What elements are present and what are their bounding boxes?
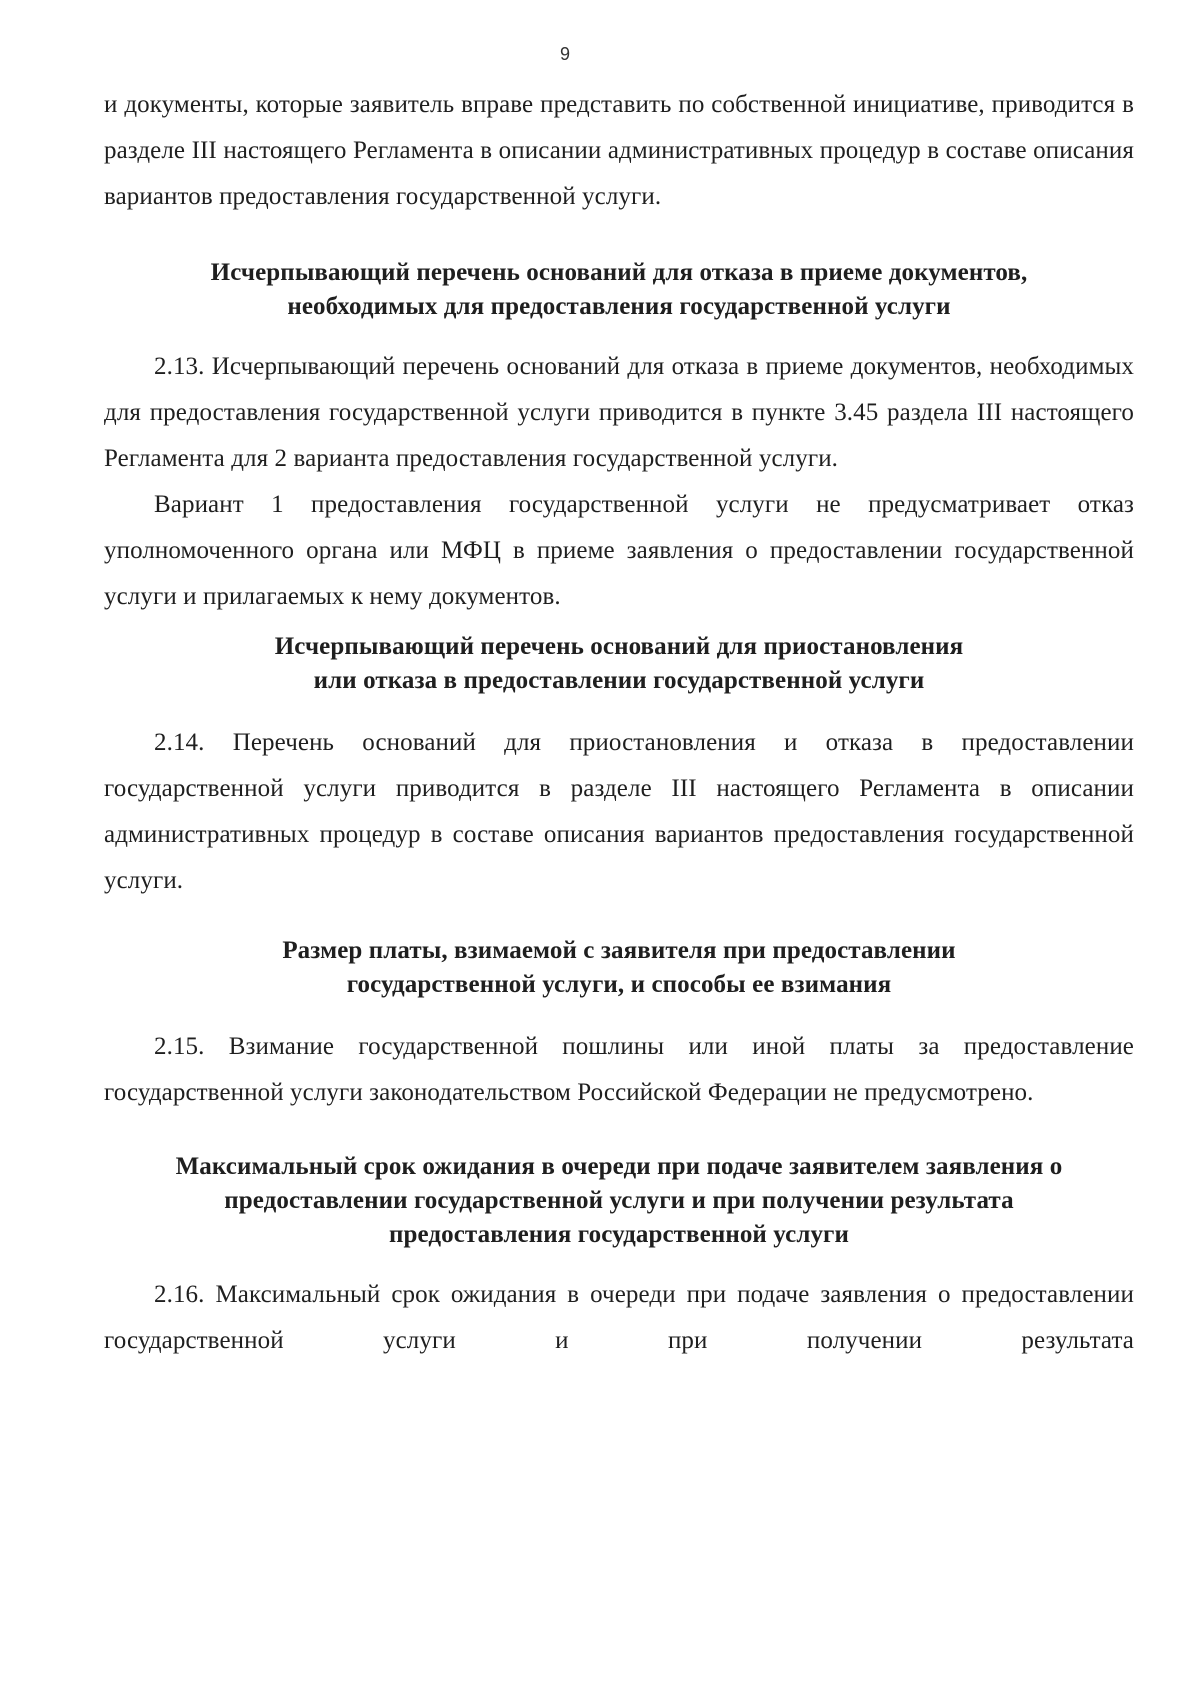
- intro-paragraph: и документы, которые заявитель вправе представить по собственной инициативе, приводится в разделе III настоящего Регламента в описании административных процедур в составе описания вариантов предоставления государственной услуги.: [104, 91, 1134, 210]
- heading-line: предоставления государственной услуги: [389, 1221, 849, 1248]
- paragraph-2-16: 2.16. Максимальный срок ожидания в очереди при подаче заявления о предоставлении государственной услуги и при получении результата: [104, 1281, 1134, 1354]
- heading-queue-time: [104, 1150, 1134, 1252]
- heading-refusal-documents: [104, 256, 1134, 324]
- page-number: 9: [559, 44, 570, 64]
- paragraph-2-13: 2.13. Исчерпывающий перечень оснований для отказа в приеме документов, необходимых для предоставления государственной услуги приводится в пункте 3.45 раздела III настоящего Регламента для 2 варианта предоставления государственной услуги.: [104, 353, 1134, 472]
- paragraph-2-15: 2.15. Взимание государственной пошлины или иной платы за предоставление государственной услуги законодательством Российской Федерации не предусмотрено.: [104, 1033, 1134, 1106]
- heading-line: или отказа в предоставлении государственной услуги: [313, 667, 925, 694]
- heading-line: государственной услуги, и способы ее взимания: [346, 971, 892, 998]
- heading-fee: [104, 934, 1134, 1002]
- heading-line: необходимых для предоставления государственной услуги: [287, 293, 951, 320]
- heading-suspension-refusal: [104, 630, 1134, 698]
- document-body: [104, 82, 1134, 1364]
- heading-line: предоставлении государственной услуги и при получении результата: [224, 1187, 1014, 1214]
- paragraph-2-14: 2.14. Перечень оснований для приостановления и отказа в предоставлении государственной услуги приводится в разделе III настоящего Регламента в описании административных процедур в составе описания вариантов предоставления государственной услуги.: [104, 729, 1134, 894]
- heading-line: Максимальный срок ожидания в очереди при подаче заявителем заявления о: [175, 1153, 1063, 1180]
- heading-line: Размер платы, взимаемой с заявителя при предоставлении: [282, 937, 956, 964]
- heading-line: Исчерпывающий перечень оснований для отказа в приеме документов,: [210, 259, 1028, 286]
- heading-line: Исчерпывающий перечень оснований для приостановления: [274, 633, 964, 660]
- paragraph-variant-1: Вариант 1 предоставления государственной услуги не предусматривает отказ уполномоченного органа или МФЦ в приеме заявления о предоставлении государственной услуги и прилагаемых к нему документов.: [104, 491, 1134, 610]
